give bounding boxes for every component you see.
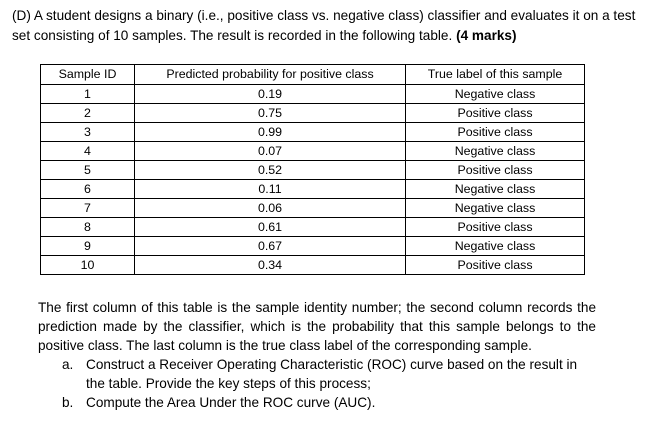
cell-label: Positive class: [406, 218, 585, 237]
cell-sample-id: 4: [41, 142, 135, 161]
question-marks: (4 marks): [456, 28, 517, 43]
table-row: [41, 85, 585, 104]
table-description: The first column of this table is the sample identity number; the second column records the prediction made by the classifier, which is the probability that this sample belongs to the positive class. The last column is the true class label of the corresponding sample.: [38, 300, 596, 353]
cell-probability: 0.11: [135, 180, 406, 199]
table-row: [41, 104, 585, 123]
table-row: [41, 237, 585, 256]
cell-sample-id: 9: [41, 237, 135, 256]
task-item-b: [62, 393, 596, 412]
table-header-row: [41, 65, 585, 85]
results-table: [40, 64, 585, 275]
cell-sample-id: 2: [41, 104, 135, 123]
question-intro: [12, 6, 642, 46]
task-marker: a.: [62, 357, 74, 372]
cell-label: Negative class: [406, 142, 585, 161]
cell-label: Positive class: [406, 104, 585, 123]
cell-probability: 0.52: [135, 161, 406, 180]
table-row: [41, 180, 585, 199]
task-list: [62, 355, 596, 412]
table-row: [41, 218, 585, 237]
results-table-container: [40, 64, 585, 275]
table-row: [41, 256, 585, 275]
cell-probability: 0.99: [135, 123, 406, 142]
task-text: Construct a Receiver Operating Characteristic (ROC) curve based on the result in the table. Provide the key steps of this process;: [86, 357, 578, 391]
cell-label: Negative class: [406, 180, 585, 199]
cell-sample-id: 6: [41, 180, 135, 199]
task-marker: b.: [62, 395, 74, 410]
header-true-label: True label of this sample: [406, 65, 585, 85]
cell-sample-id: 1: [41, 85, 135, 104]
table-row: [41, 199, 585, 218]
header-sample-id: Sample ID: [41, 65, 135, 85]
cell-label: Negative class: [406, 237, 585, 256]
cell-sample-id: 8: [41, 218, 135, 237]
cell-probability: 0.67: [135, 237, 406, 256]
cell-probability: 0.34: [135, 256, 406, 275]
cell-probability: 0.19: [135, 85, 406, 104]
cell-sample-id: 10: [41, 256, 135, 275]
cell-sample-id: 3: [41, 123, 135, 142]
cell-label: Negative class: [406, 85, 585, 104]
question-text: (D) A student designs a binary (i.e., positive class vs. negative class) classifier and evaluates it on a test set consisting of 10 samples. The result is recorded in the following table.: [12, 8, 636, 43]
cell-label: Positive class: [406, 256, 585, 275]
cell-probability: 0.61: [135, 218, 406, 237]
cell-label: Positive class: [406, 123, 585, 142]
cell-label: Negative class: [406, 199, 585, 218]
task-text: Compute the Area Under the ROC curve (AUC).: [86, 395, 376, 410]
cell-probability: 0.07: [135, 142, 406, 161]
cell-probability: 0.06: [135, 199, 406, 218]
task-item-a: [62, 355, 596, 393]
cell-sample-id: 7: [41, 199, 135, 218]
table-row: [41, 123, 585, 142]
table-row: [41, 142, 585, 161]
cell-label: Positive class: [406, 161, 585, 180]
header-predicted-probability: Predicted probability for positive class: [135, 65, 406, 85]
cell-sample-id: 5: [41, 161, 135, 180]
table-row: [41, 161, 585, 180]
cell-probability: 0.75: [135, 104, 406, 123]
